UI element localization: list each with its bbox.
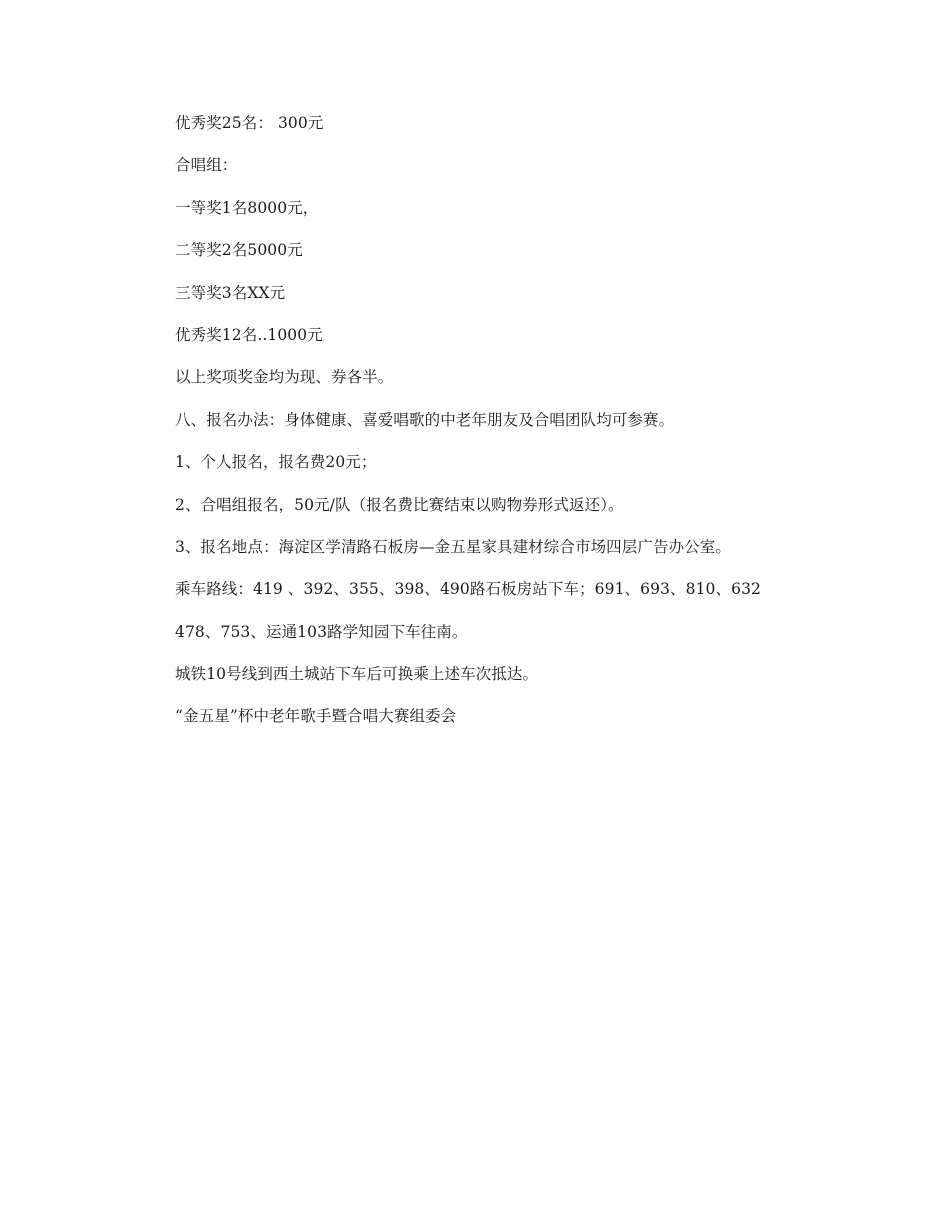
- organizer-signature: “金五星”杯中老年歌手暨合唱大赛组委会: [175, 707, 457, 726]
- registration-individual: 1、个人报名，报名费20元；: [175, 453, 377, 472]
- prize-excellent-individual: 优秀奖25名： 300元: [175, 114, 324, 132]
- registration-method: 八、报名办法：身体健康、喜爱唱歌的中老年朋友及合唱团队均可参赛。: [175, 410, 675, 429]
- document-body: [175, 110, 835, 746]
- subway-route: 城铁10号线到西土城站下车后可换乘上述车次抵达。: [175, 665, 539, 684]
- chorus-excellent-prize: 优秀奖12名..1000元: [175, 325, 323, 344]
- bus-routes-line-1: 乘车路线：419 、392、355、398、490路石板房站下车；691、693、810、632: [175, 580, 761, 599]
- chorus-first-prize: 一等奖1名8000元，: [175, 198, 319, 217]
- chorus-third-prize: 三等奖3名XX元: [175, 283, 286, 302]
- registration-location: 3、报名地点：海淀区学清路石板房—金五星家具建材综合市场四层广告办公室。: [175, 537, 731, 556]
- prize-note: 以上奖项奖金均为现、券各半。: [175, 368, 394, 387]
- bus-routes-line-2: 478、753、运通103路学知园下车往南。: [175, 622, 468, 641]
- registration-chorus: 2、合唱组报名，50元/队（报名费比赛结束以购物券形式返还）。: [175, 495, 624, 514]
- chorus-group-heading: 合唱组：: [175, 156, 238, 175]
- chorus-second-prize: 二等奖2名5000元: [175, 241, 303, 260]
